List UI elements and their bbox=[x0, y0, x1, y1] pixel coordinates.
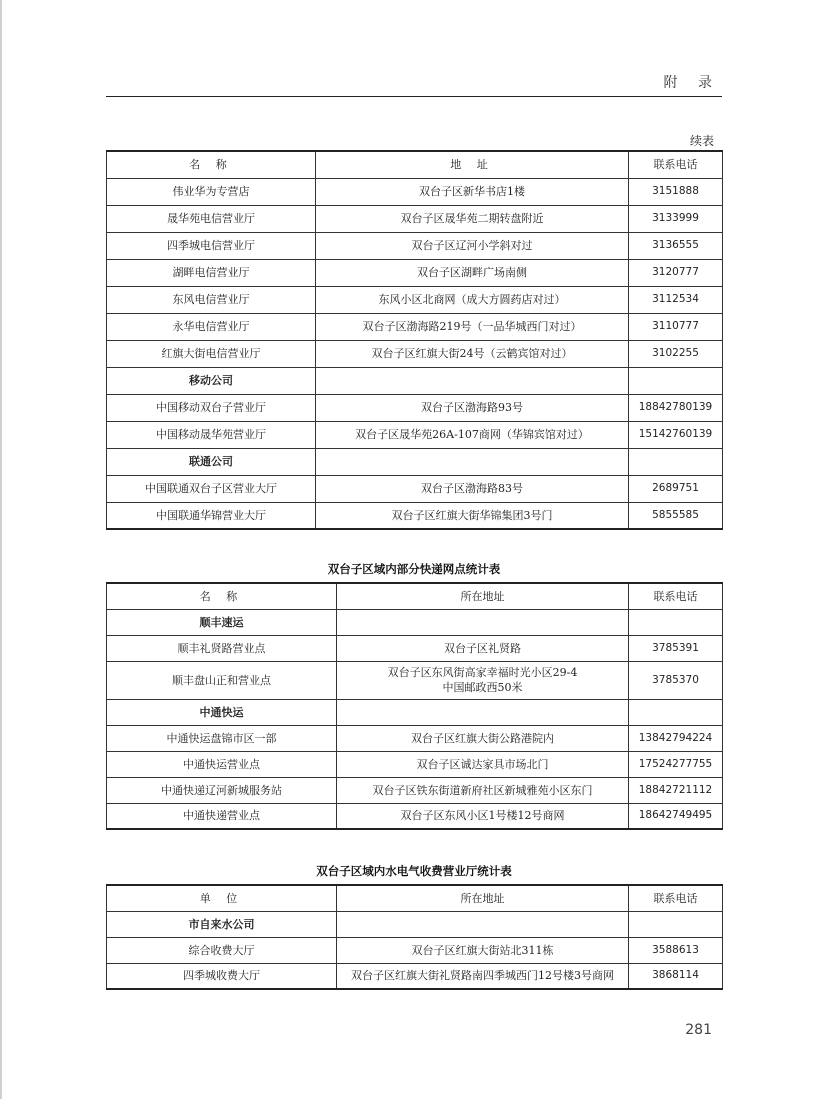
phone-cell: 3110777 bbox=[629, 313, 723, 340]
phone-cell: 18842780139 bbox=[629, 394, 723, 421]
telecom-table-body bbox=[107, 178, 723, 529]
phone-cell: 3588613 bbox=[629, 937, 723, 963]
phone-cell: 3120777 bbox=[629, 259, 723, 286]
phone-cell: 3868114 bbox=[629, 963, 723, 989]
utility-table-body bbox=[107, 911, 723, 989]
address-cell: 双台子区渤海路83号 bbox=[316, 475, 629, 502]
group-row bbox=[107, 609, 723, 635]
phone-cell: 15142760139 bbox=[629, 421, 723, 448]
name-cell: 中通快递营业点 bbox=[107, 803, 337, 829]
phone-cell bbox=[629, 367, 723, 394]
group-row bbox=[107, 448, 723, 475]
address-cell: 双台子区红旗大街24号（云鹤宾馆对过） bbox=[316, 340, 629, 367]
name-cell: 四季城电信营业厅 bbox=[107, 232, 316, 259]
group-name-cell: 顺丰速运 bbox=[107, 609, 337, 635]
phone-cell bbox=[629, 911, 723, 937]
address-cell bbox=[316, 367, 629, 394]
phone-cell: 3785391 bbox=[629, 635, 723, 661]
phone-cell: 3133999 bbox=[629, 205, 723, 232]
utility-table-title: 双台子区域内水电气收费营业厅统计表 bbox=[316, 864, 512, 878]
table-row bbox=[107, 421, 723, 448]
group-row bbox=[107, 911, 723, 937]
column-header-phone: 联系电话 bbox=[629, 151, 723, 178]
express-table bbox=[106, 582, 723, 830]
phone-cell: 3136555 bbox=[629, 232, 723, 259]
table-row bbox=[107, 661, 723, 699]
phone-cell: 13842794224 bbox=[629, 725, 723, 751]
utility-table bbox=[106, 884, 723, 990]
phone-cell bbox=[629, 448, 723, 475]
group-row bbox=[107, 367, 723, 394]
header-rule bbox=[106, 96, 722, 97]
address-cell: 双台子区红旗大街礼贤路南四季城西门12号楼3号商网 bbox=[337, 963, 629, 989]
table-row bbox=[107, 340, 723, 367]
address-cell: 双台子区红旗大街公路港院内 bbox=[337, 725, 629, 751]
phone-cell: 5855585 bbox=[629, 502, 723, 529]
table-row bbox=[107, 394, 723, 421]
name-cell: 永华电信营业厅 bbox=[107, 313, 316, 340]
address-cell bbox=[337, 609, 629, 635]
express-table-body bbox=[107, 609, 723, 829]
address-cell: 双台子区晟华苑26A-107商网（华锦宾馆对过） bbox=[316, 421, 629, 448]
telecom-table bbox=[106, 150, 723, 530]
phone-cell: 18642749495 bbox=[629, 803, 723, 829]
table-row bbox=[107, 635, 723, 661]
phone-cell: 3102255 bbox=[629, 340, 723, 367]
phone-cell: 18842721112 bbox=[629, 777, 723, 803]
phone-cell bbox=[629, 699, 723, 725]
address-cell: 双台子区诚达家具市场北门 bbox=[337, 751, 629, 777]
name-cell: 中国移动双台子营业厅 bbox=[107, 394, 316, 421]
column-header-name: 名 称 bbox=[107, 583, 337, 609]
table-row bbox=[107, 232, 723, 259]
phone-cell: 2689751 bbox=[629, 475, 723, 502]
name-cell: 顺丰盘山正和营业点 bbox=[107, 661, 337, 699]
column-header-phone: 联系电话 bbox=[629, 583, 723, 609]
name-cell: 四季城收费大厅 bbox=[107, 963, 337, 989]
address-cell bbox=[337, 699, 629, 725]
address-cell bbox=[316, 448, 629, 475]
group-name-cell: 联通公司 bbox=[107, 448, 316, 475]
address-cell bbox=[337, 911, 629, 937]
table-row bbox=[107, 286, 723, 313]
column-header-unit: 单 位 bbox=[107, 885, 337, 911]
table-header-row bbox=[107, 583, 723, 609]
address-cell: 东风小区北商网（成大方圆药店对过） bbox=[316, 286, 629, 313]
column-header-address: 所在地址 bbox=[337, 885, 629, 911]
address-cell: 双台子区辽河小学斜对过 bbox=[316, 232, 629, 259]
name-cell: 中国联通华锦营业大厅 bbox=[107, 502, 316, 529]
table-row bbox=[107, 937, 723, 963]
group-name-cell: 移动公司 bbox=[107, 367, 316, 394]
phone-cell: 3785370 bbox=[629, 661, 723, 699]
table-row bbox=[107, 475, 723, 502]
phone-cell: 17524277755 bbox=[629, 751, 723, 777]
table-row bbox=[107, 259, 723, 286]
name-cell: 湖畔电信营业厅 bbox=[107, 259, 316, 286]
name-cell: 中通快递辽河新城服务站 bbox=[107, 777, 337, 803]
address-cell: 双台子区红旗大街站北311栋 bbox=[337, 937, 629, 963]
group-name-cell: 中通快运 bbox=[107, 699, 337, 725]
address-cell: 双台子区东风小区1号楼12号商网 bbox=[337, 803, 629, 829]
address-cell: 双台子区铁东街道新府社区新城雅苑小区东门 bbox=[337, 777, 629, 803]
column-header-address: 地 址 bbox=[316, 151, 629, 178]
table-row bbox=[107, 313, 723, 340]
group-row bbox=[107, 699, 723, 725]
table-row bbox=[107, 725, 723, 751]
name-cell: 中国联通双台子区营业大厅 bbox=[107, 475, 316, 502]
table-row bbox=[107, 751, 723, 777]
name-cell: 中国移动晟华苑营业厅 bbox=[107, 421, 316, 448]
address-cell: 双台子区新华书店1楼 bbox=[316, 178, 629, 205]
table-header-row bbox=[107, 151, 723, 178]
table-header-row bbox=[107, 885, 723, 911]
name-cell: 伟业华为专营店 bbox=[107, 178, 316, 205]
name-cell: 中通快运营业点 bbox=[107, 751, 337, 777]
name-cell: 晟华苑电信营业厅 bbox=[107, 205, 316, 232]
page-edge-line bbox=[0, 0, 2, 1099]
address-cell: 双台子区渤海路93号 bbox=[316, 394, 629, 421]
address-cell: 双台子区渤海路219号（一品华城西门对过） bbox=[316, 313, 629, 340]
table-row bbox=[107, 178, 723, 205]
address-cell: 双台子区晟华苑二期转盘附近 bbox=[316, 205, 629, 232]
name-cell: 中通快运盘锦市区一部 bbox=[107, 725, 337, 751]
running-header: 附 录 bbox=[663, 75, 720, 91]
name-cell: 综合收费大厅 bbox=[107, 937, 337, 963]
address-cell: 双台子区礼贤路 bbox=[337, 635, 629, 661]
name-cell: 东风电信营业厅 bbox=[107, 286, 316, 313]
table-continued-caption: 续表 bbox=[689, 134, 714, 148]
group-name-cell: 市自来水公司 bbox=[107, 911, 337, 937]
table-row bbox=[107, 502, 723, 529]
table-row bbox=[107, 963, 723, 989]
table-row bbox=[107, 777, 723, 803]
table-row bbox=[107, 803, 723, 829]
express-table-title: 双台子区域内部分快递网点统计表 bbox=[327, 562, 501, 576]
phone-cell: 3151888 bbox=[629, 178, 723, 205]
column-header-phone: 联系电话 bbox=[629, 885, 723, 911]
phone-cell bbox=[629, 609, 723, 635]
address-cell: 双台子区湖畔广场南侧 bbox=[316, 259, 629, 286]
address-cell: 双台子区东风街高家幸福时光小区29-4 中国邮政西50米 bbox=[337, 661, 629, 699]
table-row bbox=[107, 205, 723, 232]
name-cell: 顺丰礼贤路营业点 bbox=[107, 635, 337, 661]
phone-cell: 3112534 bbox=[629, 286, 723, 313]
page-number: 281 bbox=[685, 1022, 712, 1038]
column-header-address: 所在地址 bbox=[337, 583, 629, 609]
address-cell: 双台子区红旗大街华锦集团3号门 bbox=[316, 502, 629, 529]
column-header-name: 名 称 bbox=[107, 151, 316, 178]
name-cell: 红旗大街电信营业厅 bbox=[107, 340, 316, 367]
